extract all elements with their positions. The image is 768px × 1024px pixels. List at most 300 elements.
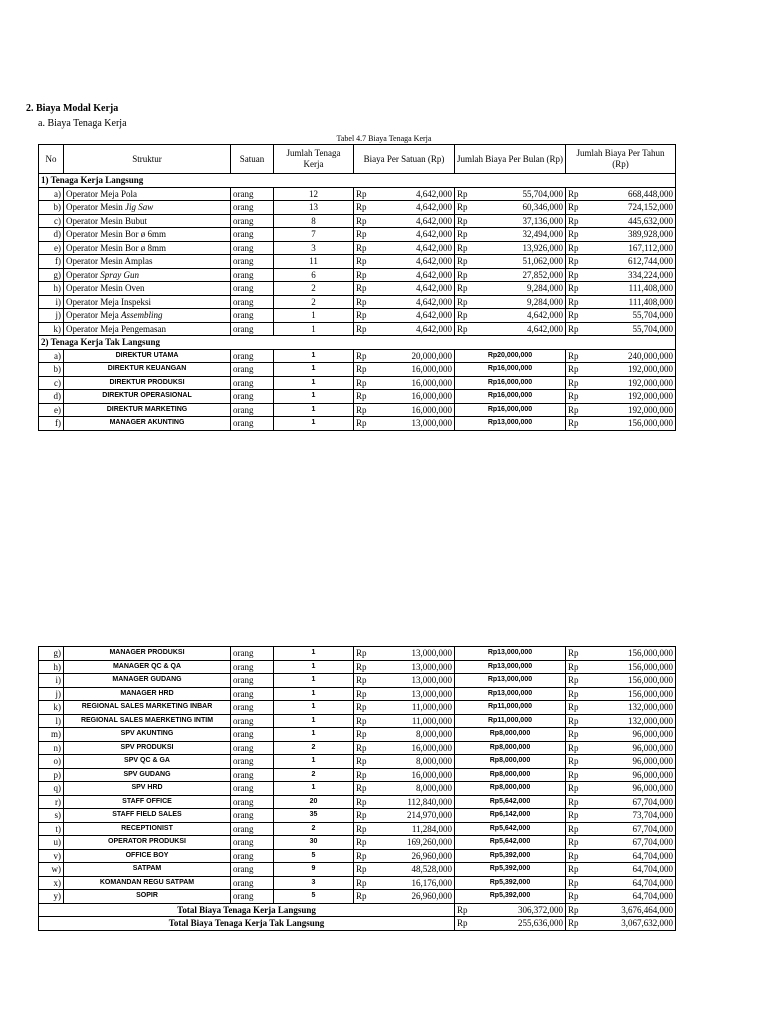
row-biaya-bulan: Rp5,392,000 bbox=[455, 890, 566, 904]
row-struktur: MANAGER PRODUKSI bbox=[64, 647, 231, 661]
table-row bbox=[39, 728, 676, 742]
row-struktur: KOMANDAN REGU SATPAM bbox=[64, 876, 231, 890]
currency-label: Rp bbox=[568, 648, 579, 658]
row-biaya-tahun bbox=[566, 268, 676, 282]
row-biaya-tahun-value: 67,704,000 bbox=[632, 796, 673, 807]
row-biaya-bulan: Rp5,642,000 bbox=[455, 836, 566, 850]
row-biaya-satuan bbox=[354, 836, 455, 850]
currency-label: Rp bbox=[457, 229, 468, 239]
currency-label: Rp bbox=[568, 310, 579, 320]
currency-label: Rp bbox=[568, 837, 579, 847]
row-biaya-satuan-value: 48,528,000 bbox=[411, 864, 452, 874]
row-biaya-satuan bbox=[354, 768, 455, 782]
row-biaya-satuan-value: 16,000,000 bbox=[411, 742, 452, 753]
row-struktur: Operator Meja Assembling bbox=[64, 309, 231, 323]
row-no: r) bbox=[39, 795, 64, 809]
table-row bbox=[39, 836, 676, 850]
row-biaya-bulan bbox=[455, 201, 566, 215]
row-biaya-satuan bbox=[354, 295, 455, 309]
row-struktur: Operator Mesin Bor ø 6mm bbox=[64, 228, 231, 242]
currency-label: Rp bbox=[356, 242, 367, 253]
row-biaya-tahun-value: 96,000,000 bbox=[632, 729, 673, 739]
row-jumlah: 1 bbox=[274, 403, 354, 417]
row-biaya-tahun-value: 156,000,000 bbox=[628, 648, 673, 658]
row-biaya-satuan bbox=[354, 390, 455, 404]
table-row bbox=[39, 390, 676, 404]
header-biaya-satuan: Biaya Per Satuan (Rp) bbox=[354, 145, 455, 174]
row-struktur: Operator Meja Inspeksi bbox=[64, 295, 231, 309]
currency-label: Rp bbox=[568, 729, 579, 739]
currency-label: Rp bbox=[356, 350, 367, 361]
currency-label: Rp bbox=[457, 904, 468, 915]
currency-label: Rp bbox=[457, 918, 468, 928]
row-biaya-satuan bbox=[354, 714, 455, 728]
row-no: e) bbox=[39, 241, 64, 255]
row-biaya-tahun-value: 389,928,000 bbox=[628, 229, 673, 239]
row-struktur: SPV QC & GA bbox=[64, 755, 231, 769]
total-row bbox=[39, 903, 676, 917]
section-label-indirect: 2) Tenaga Kerja Tak Langsung bbox=[39, 336, 676, 350]
row-satuan: orang bbox=[231, 322, 274, 336]
row-biaya-tahun-value: 240,000,000 bbox=[628, 350, 673, 361]
row-no: q) bbox=[39, 782, 64, 796]
row-satuan: orang bbox=[231, 755, 274, 769]
row-no: o) bbox=[39, 755, 64, 769]
section-row-direct bbox=[39, 174, 676, 188]
row-biaya-tahun bbox=[566, 255, 676, 269]
row-biaya-tahun-value: 96,000,000 bbox=[632, 769, 673, 780]
table-row bbox=[39, 822, 676, 836]
table-row bbox=[39, 863, 676, 877]
row-struktur: SPV PRODUKSI bbox=[64, 741, 231, 755]
row-biaya-bulan: Rp13,000,000 bbox=[455, 647, 566, 661]
row-jumlah: 1 bbox=[274, 714, 354, 728]
row-biaya-satuan-value: 214,970,000 bbox=[407, 810, 452, 820]
currency-label: Rp bbox=[356, 702, 367, 712]
row-jumlah: 1 bbox=[274, 390, 354, 404]
row-no: j) bbox=[39, 309, 64, 323]
row-jumlah: 1 bbox=[274, 322, 354, 336]
row-biaya-tahun bbox=[566, 390, 676, 404]
table-row bbox=[39, 268, 676, 282]
table-header-row bbox=[39, 145, 676, 174]
row-biaya-bulan: Rp5,642,000 bbox=[455, 795, 566, 809]
table-row bbox=[39, 809, 676, 823]
row-no: j) bbox=[39, 687, 64, 701]
row-struktur: Operator Mesin Amplas bbox=[64, 255, 231, 269]
row-struktur: SATPAM bbox=[64, 863, 231, 877]
row-no: e) bbox=[39, 403, 64, 417]
row-biaya-tahun bbox=[566, 795, 676, 809]
row-struktur: SOPIR bbox=[64, 890, 231, 904]
row-struktur: Operator Spray Gun bbox=[64, 268, 231, 282]
currency-label: Rp bbox=[568, 715, 579, 726]
row-satuan: orang bbox=[231, 809, 274, 823]
row-jumlah: 13 bbox=[274, 201, 354, 215]
row-biaya-tahun bbox=[566, 660, 676, 674]
row-biaya-bulan-value: 13,926,000 bbox=[522, 242, 563, 253]
currency-label: Rp bbox=[568, 891, 579, 901]
row-struktur: Operator Meja Pengemasan bbox=[64, 322, 231, 336]
currency-label: Rp bbox=[568, 283, 579, 293]
currency-label: Rp bbox=[356, 215, 367, 226]
row-struktur: Operator Mesin Bubut bbox=[64, 214, 231, 228]
row-jumlah: 1 bbox=[274, 417, 354, 431]
currency-label: Rp bbox=[356, 296, 367, 307]
currency-label: Rp bbox=[568, 296, 579, 307]
row-biaya-satuan bbox=[354, 741, 455, 755]
row-biaya-satuan-value: 26,960,000 bbox=[411, 850, 452, 861]
row-no: i) bbox=[39, 674, 64, 688]
row-biaya-satuan-value: 4,642,000 bbox=[416, 310, 452, 320]
row-biaya-tahun-value: 67,704,000 bbox=[632, 823, 673, 834]
row-jumlah: 1 bbox=[274, 674, 354, 688]
row-struktur: DIREKTUR UTAMA bbox=[64, 349, 231, 363]
row-biaya-satuan bbox=[354, 822, 455, 836]
row-jumlah: 35 bbox=[274, 809, 354, 823]
total-tahun-value: 3,067,632,000 bbox=[621, 918, 673, 928]
row-biaya-tahun-value: 64,704,000 bbox=[632, 891, 673, 901]
row-biaya-tahun bbox=[566, 728, 676, 742]
row-biaya-satuan-value: 16,176,000 bbox=[411, 877, 452, 888]
row-struktur: STAFF OFFICE bbox=[64, 795, 231, 809]
currency-label: Rp bbox=[457, 242, 468, 253]
currency-label: Rp bbox=[568, 850, 579, 861]
row-biaya-bulan-value: 32,494,000 bbox=[522, 229, 563, 239]
row-jumlah: 1 bbox=[274, 687, 354, 701]
row-biaya-bulan: Rp11,000,000 bbox=[455, 714, 566, 728]
row-biaya-bulan: Rp11,000,000 bbox=[455, 701, 566, 715]
row-biaya-tahun bbox=[566, 890, 676, 904]
table-row bbox=[39, 282, 676, 296]
table-row bbox=[39, 714, 676, 728]
currency-label: Rp bbox=[356, 675, 367, 685]
row-struktur: MANAGER GUDANG bbox=[64, 674, 231, 688]
row-biaya-satuan bbox=[354, 268, 455, 282]
row-biaya-satuan-value: 8,000,000 bbox=[416, 756, 452, 766]
row-biaya-tahun-value: 156,000,000 bbox=[628, 688, 673, 699]
table-row bbox=[39, 255, 676, 269]
row-biaya-satuan bbox=[354, 241, 455, 255]
row-satuan: orang bbox=[231, 241, 274, 255]
row-satuan: orang bbox=[231, 187, 274, 201]
row-jumlah: 1 bbox=[274, 701, 354, 715]
row-biaya-tahun bbox=[566, 403, 676, 417]
row-satuan: orang bbox=[231, 890, 274, 904]
row-biaya-tahun-value: 156,000,000 bbox=[628, 661, 673, 672]
row-satuan: orang bbox=[231, 728, 274, 742]
table-row bbox=[39, 241, 676, 255]
header-biaya-tahun: Jumlah Biaya Per Tahun (Rp) bbox=[566, 145, 676, 174]
row-jumlah: 5 bbox=[274, 890, 354, 904]
row-biaya-tahun-value: 156,000,000 bbox=[628, 675, 673, 685]
currency-label: Rp bbox=[457, 215, 468, 226]
row-no: v) bbox=[39, 849, 64, 863]
row-satuan: orang bbox=[231, 687, 274, 701]
row-satuan: orang bbox=[231, 849, 274, 863]
row-biaya-bulan-value: 37,136,000 bbox=[522, 215, 563, 226]
row-biaya-tahun bbox=[566, 741, 676, 755]
row-no: g) bbox=[39, 647, 64, 661]
row-biaya-tahun-value: 73,704,000 bbox=[632, 810, 673, 820]
currency-label: Rp bbox=[356, 256, 367, 266]
table-row bbox=[39, 214, 676, 228]
row-biaya-satuan bbox=[354, 363, 455, 377]
row-biaya-bulan: Rp8,000,000 bbox=[455, 741, 566, 755]
row-biaya-satuan bbox=[354, 849, 455, 863]
row-struktur: OFFICE BOY bbox=[64, 849, 231, 863]
row-biaya-satuan-value: 16,000,000 bbox=[411, 391, 452, 401]
section-label-direct: 1) Tenaga Kerja Langsung bbox=[39, 174, 676, 188]
row-biaya-satuan bbox=[354, 417, 455, 431]
row-biaya-satuan bbox=[354, 701, 455, 715]
row-biaya-tahun bbox=[566, 228, 676, 242]
currency-label: Rp bbox=[568, 796, 579, 807]
row-jumlah: 1 bbox=[274, 782, 354, 796]
row-biaya-tahun-value: 55,704,000 bbox=[632, 310, 673, 320]
row-satuan: orang bbox=[231, 268, 274, 282]
row-satuan: orang bbox=[231, 363, 274, 377]
total-tahun-value: 3,676,464,000 bbox=[621, 904, 673, 915]
currency-label: Rp bbox=[356, 404, 367, 415]
row-no: i) bbox=[39, 295, 64, 309]
row-biaya-satuan-value: 16,000,000 bbox=[411, 769, 452, 780]
header-struktur: Struktur bbox=[64, 145, 231, 174]
currency-label: Rp bbox=[568, 918, 579, 928]
row-satuan: orang bbox=[231, 836, 274, 850]
row-biaya-satuan bbox=[354, 309, 455, 323]
row-no: p) bbox=[39, 768, 64, 782]
table-row bbox=[39, 782, 676, 796]
row-biaya-tahun-value: 111,408,000 bbox=[628, 296, 673, 307]
row-satuan: orang bbox=[231, 647, 274, 661]
row-jumlah: 20 bbox=[274, 795, 354, 809]
row-biaya-tahun-value: 96,000,000 bbox=[632, 783, 673, 793]
row-no: h) bbox=[39, 660, 64, 674]
currency-label: Rp bbox=[356, 864, 367, 874]
currency-label: Rp bbox=[568, 864, 579, 874]
row-jumlah: 1 bbox=[274, 647, 354, 661]
row-biaya-tahun-value: 192,000,000 bbox=[628, 391, 673, 401]
row-struktur: SPV HRD bbox=[64, 782, 231, 796]
row-biaya-satuan-value: 13,000,000 bbox=[411, 418, 452, 428]
currency-label: Rp bbox=[568, 418, 579, 428]
row-satuan: orang bbox=[231, 309, 274, 323]
currency-label: Rp bbox=[356, 796, 367, 807]
row-struktur: MANAGER HRD bbox=[64, 687, 231, 701]
row-jumlah: 5 bbox=[274, 849, 354, 863]
row-biaya-bulan bbox=[455, 295, 566, 309]
currency-label: Rp bbox=[568, 742, 579, 753]
total-bulan bbox=[455, 917, 566, 931]
table-row bbox=[39, 768, 676, 782]
row-biaya-tahun-value: 167,112,000 bbox=[628, 242, 673, 253]
row-biaya-tahun bbox=[566, 674, 676, 688]
row-biaya-tahun bbox=[566, 782, 676, 796]
row-biaya-satuan-value: 4,642,000 bbox=[416, 323, 452, 334]
currency-label: Rp bbox=[568, 661, 579, 672]
row-biaya-tahun-value: 96,000,000 bbox=[632, 742, 673, 753]
currency-label: Rp bbox=[568, 188, 579, 199]
currency-label: Rp bbox=[568, 404, 579, 415]
row-biaya-tahun bbox=[566, 836, 676, 850]
table-row bbox=[39, 295, 676, 309]
row-jumlah: 2 bbox=[274, 295, 354, 309]
row-struktur: MANAGER QC & QA bbox=[64, 660, 231, 674]
row-jumlah: 6 bbox=[274, 268, 354, 282]
row-satuan: orang bbox=[231, 660, 274, 674]
row-jumlah: 3 bbox=[274, 876, 354, 890]
row-jumlah: 9 bbox=[274, 863, 354, 877]
row-jumlah: 7 bbox=[274, 228, 354, 242]
row-no: u) bbox=[39, 836, 64, 850]
total-label: Total Biaya Tenaga Kerja Tak Langsung bbox=[39, 917, 455, 931]
row-biaya-bulan: Rp8,000,000 bbox=[455, 782, 566, 796]
row-biaya-tahun bbox=[566, 755, 676, 769]
row-no: k) bbox=[39, 701, 64, 715]
currency-label: Rp bbox=[356, 661, 367, 672]
header-jumlah-tenaga: Jumlah Tenaga Kerja bbox=[274, 145, 354, 174]
row-biaya-satuan-value: 11,000,000 bbox=[411, 715, 452, 726]
row-biaya-tahun bbox=[566, 849, 676, 863]
total-tahun bbox=[566, 903, 676, 917]
row-biaya-bulan-value: 9,284,000 bbox=[527, 283, 563, 293]
row-satuan: orang bbox=[231, 403, 274, 417]
row-biaya-satuan-value: 11,000,000 bbox=[411, 702, 452, 712]
row-biaya-tahun bbox=[566, 822, 676, 836]
row-biaya-bulan-value: 4,642,000 bbox=[527, 323, 563, 334]
currency-label: Rp bbox=[457, 202, 468, 212]
row-no: a) bbox=[39, 349, 64, 363]
row-biaya-satuan bbox=[354, 349, 455, 363]
currency-label: Rp bbox=[356, 648, 367, 658]
row-biaya-bulan bbox=[455, 309, 566, 323]
currency-label: Rp bbox=[568, 675, 579, 685]
row-satuan: orang bbox=[231, 714, 274, 728]
currency-label: Rp bbox=[356, 850, 367, 861]
row-struktur: Operator Mesin Bor ø 8mm bbox=[64, 241, 231, 255]
row-biaya-tahun-value: 192,000,000 bbox=[628, 364, 673, 374]
row-biaya-tahun-value: 132,000,000 bbox=[628, 702, 673, 712]
row-no: y) bbox=[39, 890, 64, 904]
row-biaya-tahun-value: 156,000,000 bbox=[628, 418, 673, 428]
row-jumlah: 12 bbox=[274, 187, 354, 201]
row-biaya-tahun bbox=[566, 241, 676, 255]
row-biaya-satuan-value: 112,840,000 bbox=[407, 796, 452, 807]
currency-label: Rp bbox=[457, 256, 468, 266]
currency-label: Rp bbox=[356, 729, 367, 739]
currency-label: Rp bbox=[568, 229, 579, 239]
row-biaya-satuan bbox=[354, 890, 455, 904]
currency-label: Rp bbox=[568, 377, 579, 388]
currency-label: Rp bbox=[568, 350, 579, 361]
total-tahun bbox=[566, 917, 676, 931]
row-biaya-satuan bbox=[354, 809, 455, 823]
currency-label: Rp bbox=[356, 202, 367, 212]
row-biaya-tahun bbox=[566, 349, 676, 363]
row-biaya-satuan bbox=[354, 795, 455, 809]
row-biaya-satuan bbox=[354, 403, 455, 417]
row-no: w) bbox=[39, 863, 64, 877]
row-biaya-satuan bbox=[354, 322, 455, 336]
currency-label: Rp bbox=[356, 391, 367, 401]
row-biaya-satuan bbox=[354, 282, 455, 296]
row-no: a) bbox=[39, 187, 64, 201]
row-satuan: orang bbox=[231, 876, 274, 890]
labor-cost-table-part1 bbox=[38, 144, 676, 431]
row-biaya-bulan: Rp13,000,000 bbox=[455, 674, 566, 688]
row-biaya-satuan-value: 4,642,000 bbox=[416, 229, 452, 239]
row-biaya-satuan-value: 169,260,000 bbox=[407, 837, 452, 847]
row-biaya-tahun bbox=[566, 863, 676, 877]
row-jumlah: 1 bbox=[274, 728, 354, 742]
currency-label: Rp bbox=[457, 296, 468, 307]
row-no: g) bbox=[39, 268, 64, 282]
row-struktur: SPV GUDANG bbox=[64, 768, 231, 782]
row-satuan: orang bbox=[231, 417, 274, 431]
row-biaya-bulan: Rp5,642,000 bbox=[455, 822, 566, 836]
row-biaya-bulan: Rp16,000,000 bbox=[455, 376, 566, 390]
row-biaya-satuan bbox=[354, 687, 455, 701]
row-biaya-satuan-value: 13,000,000 bbox=[411, 661, 452, 672]
currency-label: Rp bbox=[568, 756, 579, 766]
currency-label: Rp bbox=[457, 310, 468, 320]
row-biaya-tahun bbox=[566, 309, 676, 323]
row-biaya-bulan-value: 51,062,000 bbox=[522, 256, 563, 266]
row-struktur: RECEPTIONIST bbox=[64, 822, 231, 836]
row-no: n) bbox=[39, 741, 64, 755]
row-jumlah: 2 bbox=[274, 768, 354, 782]
row-satuan: orang bbox=[231, 674, 274, 688]
row-biaya-bulan-value: 27,852,000 bbox=[522, 269, 563, 280]
row-biaya-tahun-value: 334,224,000 bbox=[628, 269, 673, 280]
row-no: c) bbox=[39, 376, 64, 390]
row-no: l) bbox=[39, 714, 64, 728]
row-biaya-bulan: Rp20,000,000 bbox=[455, 349, 566, 363]
row-biaya-satuan-value: 4,642,000 bbox=[416, 188, 452, 199]
currency-label: Rp bbox=[568, 688, 579, 699]
row-no: k) bbox=[39, 322, 64, 336]
currency-label: Rp bbox=[457, 188, 468, 199]
row-biaya-satuan-value: 13,000,000 bbox=[411, 675, 452, 685]
row-biaya-satuan-value: 4,642,000 bbox=[416, 242, 452, 253]
currency-label: Rp bbox=[568, 256, 579, 266]
table-row bbox=[39, 376, 676, 390]
row-biaya-tahun-value: 192,000,000 bbox=[628, 377, 673, 388]
row-struktur: REGIONAL SALES MARKETING INBAR bbox=[64, 701, 231, 715]
row-no: b) bbox=[39, 363, 64, 377]
row-struktur: DIREKTUR OPERASIONAL bbox=[64, 390, 231, 404]
row-biaya-satuan-value: 13,000,000 bbox=[411, 688, 452, 699]
row-jumlah: 11 bbox=[274, 255, 354, 269]
row-biaya-tahun bbox=[566, 376, 676, 390]
header-no: No bbox=[39, 145, 64, 174]
row-biaya-tahun-value: 55,704,000 bbox=[632, 323, 673, 334]
currency-label: Rp bbox=[568, 783, 579, 793]
currency-label: Rp bbox=[356, 418, 367, 428]
row-biaya-bulan bbox=[455, 255, 566, 269]
row-biaya-satuan-value: 11,284,000 bbox=[411, 823, 452, 834]
row-biaya-bulan-value: 9,284,000 bbox=[527, 296, 563, 307]
row-jumlah: 1 bbox=[274, 755, 354, 769]
currency-label: Rp bbox=[356, 742, 367, 753]
row-struktur: DIREKTUR MARKETING bbox=[64, 403, 231, 417]
row-biaya-satuan-value: 16,000,000 bbox=[411, 404, 452, 415]
currency-label: Rp bbox=[568, 823, 579, 834]
table-row bbox=[39, 660, 676, 674]
currency-label: Rp bbox=[568, 877, 579, 888]
row-no: h) bbox=[39, 282, 64, 296]
